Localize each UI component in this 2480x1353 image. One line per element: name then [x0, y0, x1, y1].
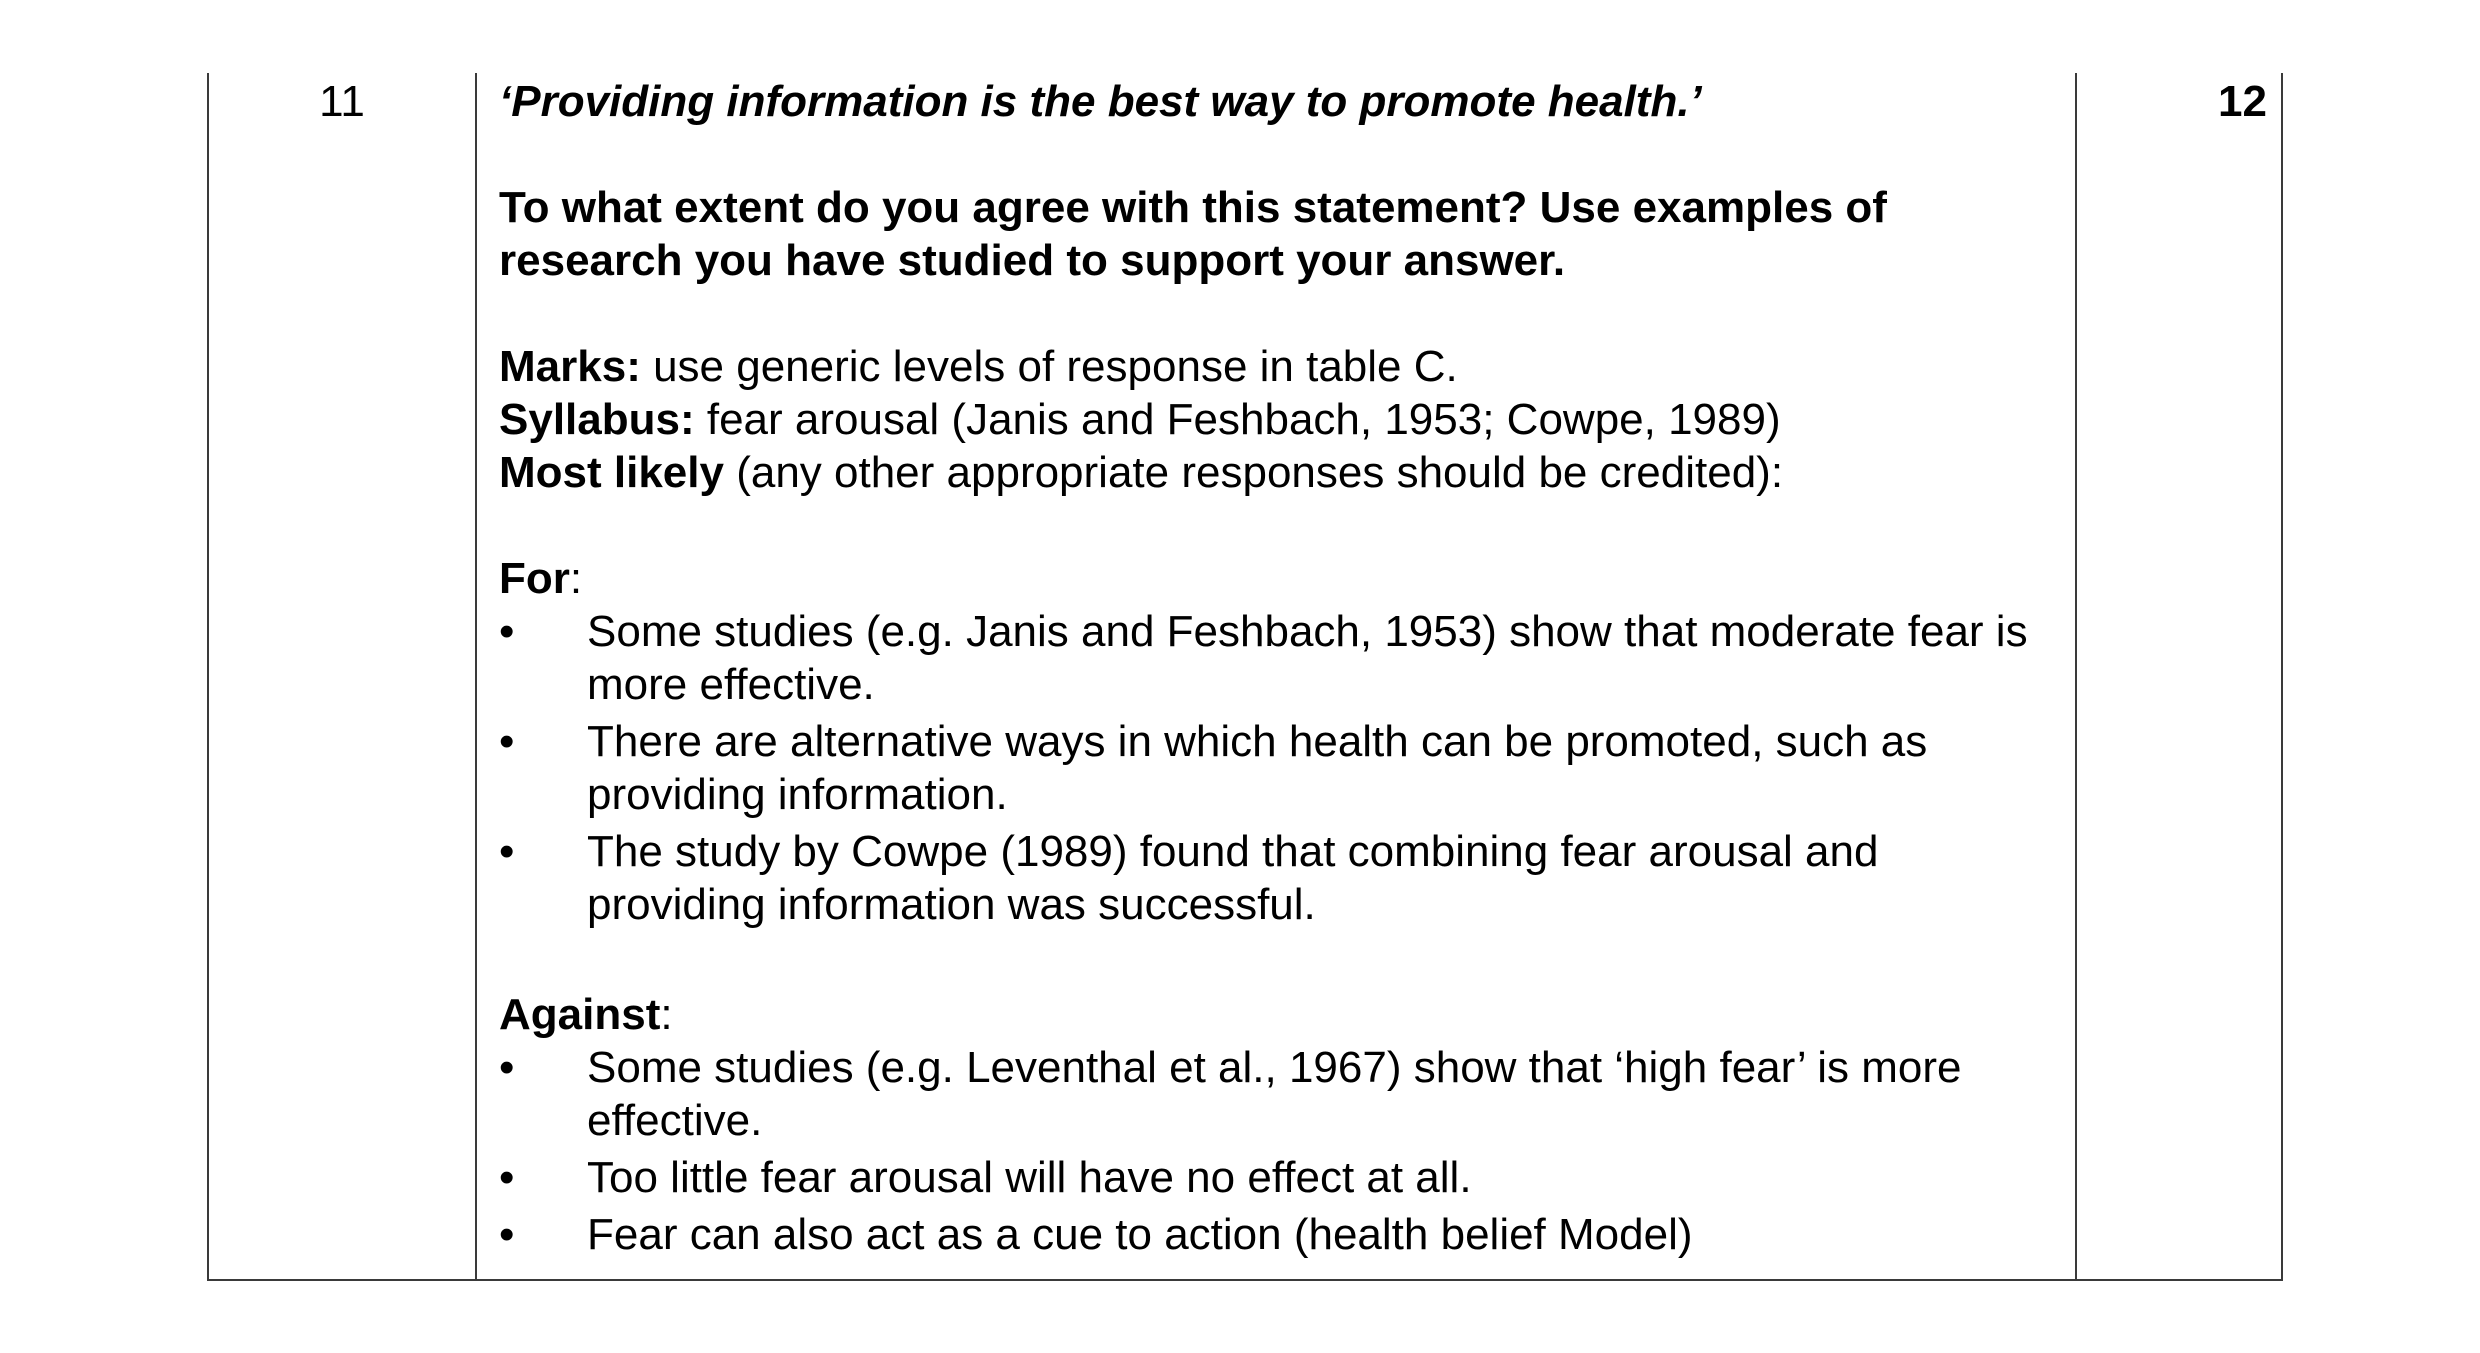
bullet-icon: • [499, 1043, 515, 1092]
list-item: • Too little fear arousal will have no effect at all. [499, 1153, 1472, 1202]
list-item: • The study by Cowpe (1989) found that combining fear arousal and providing information was successful. [499, 827, 1879, 929]
mark-scheme-table [207, 73, 2283, 1281]
question-quote: ‘Providing information is the best way to promote health.’ [499, 77, 1702, 126]
list-item: • Some studies (e.g. Leventhal et al., 1967) show that ‘high fear’ is more effective. [499, 1043, 1962, 1145]
column-divider-right [2075, 73, 2077, 1279]
most-likely-text: (any other appropriate responses should be credited): [723, 448, 1784, 497]
list-item: • Some studies (e.g. Janis and Feshbach, 1953) show that moderate fear is more effective. [499, 607, 2028, 709]
list-item: • Fear can also act as a cue to action (health belief Model) [499, 1210, 1693, 1259]
most-likely-label: Most likely [499, 448, 724, 497]
question-prompt: To what extent do you agree with this statement? Use examples of research you have studied to support your answer. [499, 183, 1887, 285]
bullet-icon: • [499, 607, 515, 656]
column-divider-left [475, 73, 477, 1279]
syllabus-label: Syllabus: [499, 395, 695, 444]
list-item: • There are alternative ways in which health can be promoted, such as providing information. [499, 717, 1928, 819]
bullet-icon: • [499, 1153, 515, 1202]
for-heading: For: [499, 554, 583, 603]
against-list [499, 1041, 2059, 1261]
syllabus-text: fear arousal (Janis and Feshbach, 1953; Cowpe, 1989) [694, 395, 1781, 444]
answer-guidance [499, 75, 2059, 1265]
bullet-icon: • [499, 827, 515, 876]
marks-label: Marks: [499, 342, 641, 391]
marks-line [499, 340, 2059, 393]
bullet-icon: • [499, 1210, 515, 1259]
most-likely-line [499, 446, 2059, 499]
syllabus-line [499, 393, 2059, 446]
marks-text: use generic levels of response in table C. [640, 342, 1458, 391]
for-list [499, 605, 2059, 931]
total-marks: 12 [2218, 77, 2267, 126]
bullet-icon: • [499, 717, 515, 766]
question-number: 11 [319, 77, 365, 126]
against-heading: Against: [499, 990, 673, 1039]
